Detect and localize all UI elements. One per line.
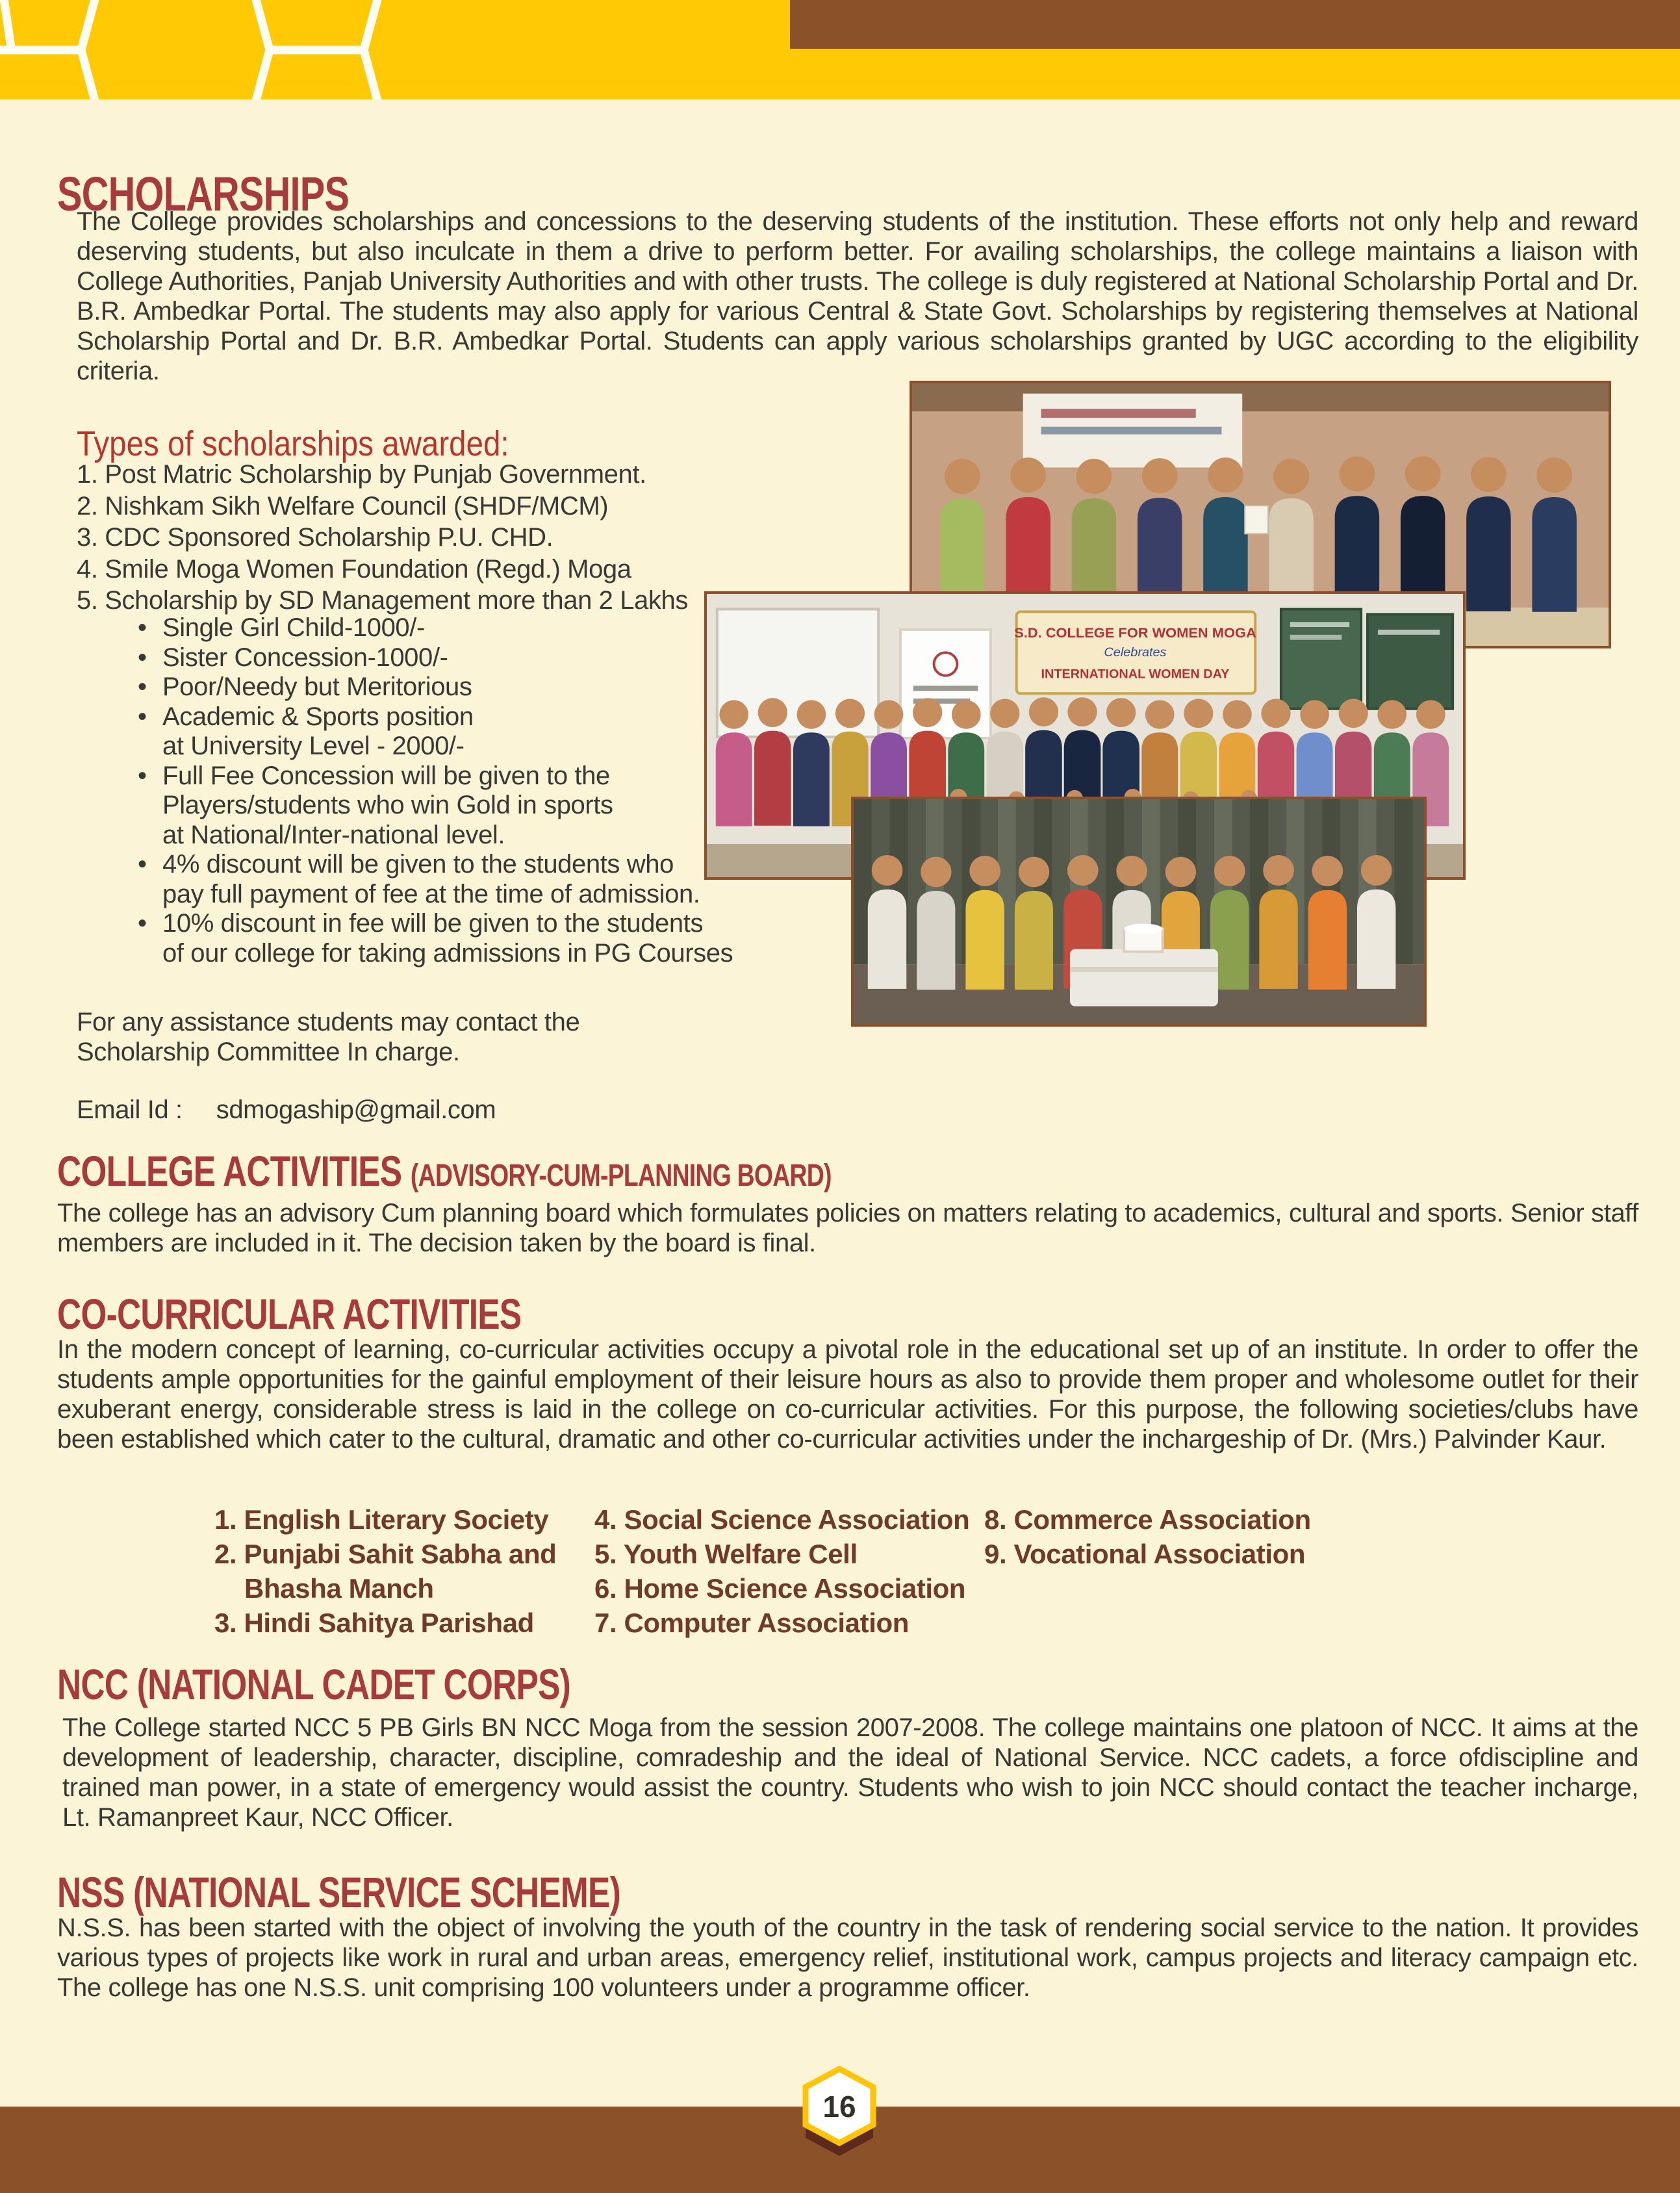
list-item: 8. Commerce Association xyxy=(984,1504,1311,1535)
societies-column-1 xyxy=(214,1502,556,1640)
scholarship-email-row xyxy=(77,1096,496,1125)
section-title-ncc: NCC (NATIONAL CADET CORPS) xyxy=(57,1660,571,1708)
list-item: • 4% discount will be given to the students who pay full payment of fee at the time of admission. xyxy=(138,850,700,908)
section-title-nss: NSS (NATIONAL SERVICE SCHEME) xyxy=(57,1868,620,1916)
co-curricular-paragraph: In the modern concept of learning, co-curricular activities occupy a pivotal role in the educational set up of an institute. In order to offer the students ample opportunities for the gainful employment of their leisure hours as also to provide them proper and wholesome outlet for their exuberant energy, considerable stress is laid in the college on co-curricular activities. For this purpose, the following societies/clubs have been established which cater to the cultural, dramatic and other co-curricular activities under the inchargeship of Dr. (Mrs.) Palvinder Kaur. xyxy=(57,1335,1638,1454)
email-label: Email Id : xyxy=(77,1096,183,1124)
bullet-icon: • xyxy=(138,673,147,701)
list-item: 3. CDC Sponsored Scholarship P.U. CHD. xyxy=(77,523,554,552)
list-item: 5. Youth Welfare Cell xyxy=(594,1539,858,1569)
bullet-icon: • xyxy=(138,761,147,790)
list-item: • Full Fee Concession will be given to the Players/students who win Gold in sports at National/Inter-national level. xyxy=(138,761,613,849)
societies-column-3 xyxy=(984,1502,1311,1571)
svg-text:S.D. COLLEGE FOR WOMEN MOGA: S.D. COLLEGE FOR WOMEN MOGA xyxy=(1014,624,1256,641)
page-number-badge xyxy=(802,2066,877,2170)
ncc-paragraph: The College started NCC 5 PB Girls BN NCC Moga from the session 2007-2008. The college maintains one platoon of NCC. It aims at the development of leadership, character, discipline, comradeship and the ideal of National Service. NCC cadets, a force ofdiscipline and trained man power, in a state of emergency would assist the country. Students who wish to join NCC should contact the teacher incharge, Lt. Ramanpreet Kaur, NCC Officer. xyxy=(62,1713,1638,1832)
email-address: sdmogaship@gmail.com xyxy=(216,1096,496,1124)
list-item: 1. English Literary Society xyxy=(214,1504,549,1535)
list-item: • 10% discount in fee will be given to the students of our college for taking admissions in PG Courses xyxy=(138,909,733,968)
bullet-icon: • xyxy=(138,702,147,731)
svg-text:INTERNATIONAL WOMEN DAY: INTERNATIONAL WOMEN DAY xyxy=(1041,667,1230,682)
types-of-scholarships-heading: Types of scholarships awarded: xyxy=(77,424,509,463)
college-activities-paragraph: The college has an advisory Cum planning board which formulates policies on matters relating to academics, cultural and sports. Senior staff members are included in it. The decision taken by the board is final. xyxy=(57,1199,1638,1257)
list-item: 7. Computer Association xyxy=(594,1608,909,1638)
assistance-note: For any assistance students may contact the Scholarship Committee In charge. xyxy=(77,1008,580,1066)
list-item: • Sister Concession-1000/- xyxy=(138,643,448,672)
list-item: 4. Social Science Association xyxy=(594,1504,970,1535)
list-item: 6. Home Science Association xyxy=(594,1573,966,1604)
section-title-co-curricular: CO-CURRICULAR ACTIVITIES xyxy=(57,1290,522,1338)
list-item: 1. Post Matric Scholarship by Punjab Government. xyxy=(77,460,646,489)
hexagon-pattern-icon xyxy=(0,0,650,99)
list-item: • Poor/Needy but Meritorious xyxy=(138,673,472,701)
list-item: 3. Hindi Sahitya Parishad xyxy=(214,1608,534,1638)
scholarships-intro-paragraph: The College provides scholarships and concessions to the deserving students of the institution. These efforts not only help and reward deserving students, but also inculcate in them a drive to perform better. For availing scholarships, the college maintains a liaison with College Authorities, Panjab University Authorities and with other trusts. The college is duly registered at National Scholarship Portal and Dr. B.R. Ambedkar Portal. The students may also apply for various Central & State Govt. Scholarships by registering themselves at National Scholarship Portal and Dr. B.R. Ambedkar Portal. Students can apply various scholarships granted by UGC according to the eligibility criteria. xyxy=(77,207,1638,385)
page-number: 16 xyxy=(822,2090,856,2123)
societies-column-2 xyxy=(594,1502,969,1640)
list-item: Bhasha Manch xyxy=(244,1573,434,1604)
header-brown-bar xyxy=(790,0,1680,49)
scholarship-benefits-list xyxy=(138,613,733,968)
nss-paragraph: N.S.S. has been started with the object of involving the youth of the country in the task of rendering social service to the nation. It provides various types of projects like work in rural and urban areas, emergency relief, institutional work, campus projects and literacy campaign etc. The college has one N.S.S. unit comprising 100 volunteers under a programme officer. xyxy=(57,1914,1638,2002)
list-item: 4. Smile Moga Women Foundation (Regd.) Moga xyxy=(77,554,631,584)
photo-celebration-cake xyxy=(851,797,1427,1027)
photo-celebration-art xyxy=(854,799,1424,1024)
bullet-icon: • xyxy=(138,643,147,672)
list-item: 9. Vocational Association xyxy=(984,1539,1306,1569)
svg-text:Celebrates: Celebrates xyxy=(1104,645,1167,660)
list-item: 2. Nishkam Sikh Welfare Council (SHDF/MCM) xyxy=(77,491,609,520)
section-title-college-activities: COLLEGE ACTIVITIES (ADVISORY-CUM-PLANNING BOARD) xyxy=(57,1147,832,1195)
list-item: 2. Punjabi Sahit Sabha and xyxy=(214,1539,557,1569)
section-title-scholarships: SCHOLARSHIPS xyxy=(57,167,350,221)
bullet-icon: • xyxy=(138,850,147,878)
scholarship-types-list xyxy=(77,459,688,617)
bullet-icon: • xyxy=(138,613,147,642)
list-item: • Single Girl Child-1000/- xyxy=(138,613,425,642)
bullet-icon: • xyxy=(138,909,147,938)
list-item: • Academic & Sports position at University Level - 2000/- xyxy=(138,702,474,760)
list-item: 5. Scholarship by SD Management more than 2 Lakhs xyxy=(77,586,688,615)
